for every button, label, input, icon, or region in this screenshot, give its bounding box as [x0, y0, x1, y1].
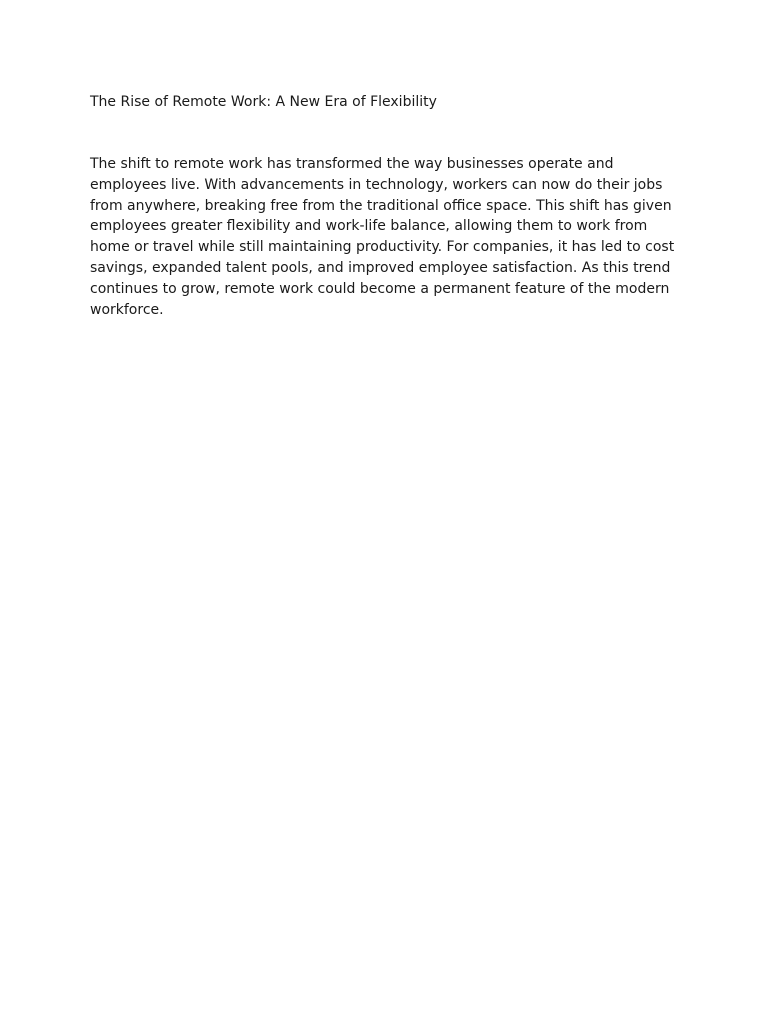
- document-paragraph: The shift to remote work has transformed the way businesses operate and employees live. With advancements in technology, workers can now do their jobs from anywhere, breaking free from the traditional office space. This shift has given employees greater flexibility and work-life balance, allowing them to work from home or travel while still maintaining productivity. For companies, it has led to cost savings, expanded talent pools, and improved employee satisfaction. As this trend continues to grow, remote work could become a permanent feature of the modern workforce.: [90, 156, 675, 318]
- document-title: The Rise of Remote Work: A New Era of Flexibility: [90, 94, 437, 110]
